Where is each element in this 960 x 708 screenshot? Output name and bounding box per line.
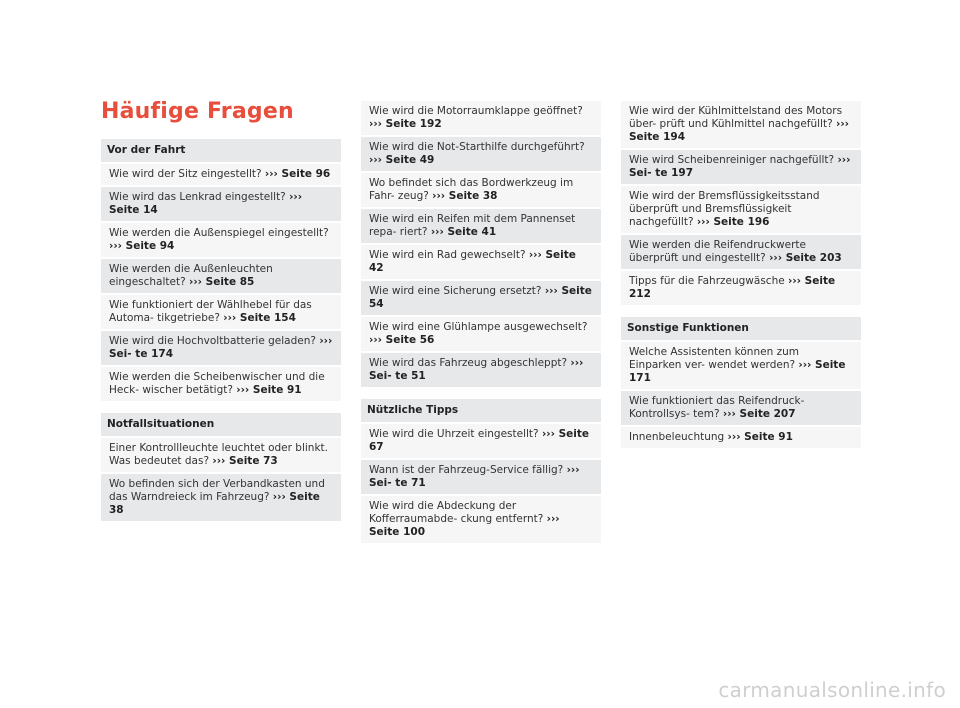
faq-question: Wann ist der Fahrzeug-Service fällig? [369, 464, 567, 476]
faq-question: Wie wird die Motorraumklappe geöffnet? [369, 105, 583, 117]
faq-item [361, 245, 601, 279]
section-heading: Sonstige Funktionen [621, 317, 861, 340]
faq-question: Wie wird Scheibenreiniger nachgefüllt? [629, 154, 838, 166]
faq-item [621, 271, 861, 305]
faq-question: Wie werden die Reifendruckwerte überprüft und eingestellt? [629, 239, 806, 264]
faq-item [621, 427, 861, 448]
faq-item [101, 187, 341, 221]
faq-item [101, 223, 341, 257]
page-reference-link[interactable]: ››› Seite 49 [369, 154, 435, 166]
faq-question: Wie wird die Uhrzeit eingestellt? [369, 428, 542, 440]
faq-item [101, 438, 341, 472]
faq-item [361, 173, 601, 207]
page-reference-link[interactable]: ››› Seite 207 [722, 408, 796, 420]
page-reference-link[interactable]: ››› Seite 56 [369, 334, 435, 346]
page-reference-link[interactable]: ››› Seite 96 [264, 168, 331, 180]
page-reference-link[interactable]: ››› Seite 42 [369, 249, 576, 274]
faq-item [621, 150, 861, 184]
section-heading: Notfallsituationen [101, 413, 341, 436]
watermark: carmanualsonline.info [718, 678, 946, 702]
page-reference-link[interactable]: ››› Seite 196 [696, 216, 770, 228]
faq-question: Wie funktioniert das Reifendruck-Kontrollsys- tem? [629, 395, 805, 420]
faq-item [101, 164, 341, 185]
faq-question: Wie werden die Scheibenwischer und die Heck- wischer betätigt? [109, 371, 325, 396]
faq-section [621, 317, 861, 448]
faq-question: Wie wird eine Sicherung ersetzt? [369, 285, 545, 297]
page-reference-link[interactable]: ››› Seite 91 [236, 384, 302, 396]
page-reference-link[interactable]: ››› Seite 38 [432, 190, 498, 202]
faq-section [361, 399, 601, 543]
faq-item [621, 186, 861, 233]
faq-item [361, 424, 601, 458]
page-reference-link[interactable]: ››› Sei- te 174 [109, 335, 333, 360]
faq-question: Einer Kontrollleuchte leuchtet oder blinkt. Was bedeutet das? [109, 442, 328, 467]
page-reference-link[interactable]: ››› Sei- te 197 [629, 154, 851, 179]
faq-question: Wo befindet sich das Bordwerkzeug im Fahr- zeug? [369, 177, 574, 202]
faq-question: Wie werden die Außenleuchten eingeschaltet? [109, 263, 273, 288]
faq-item [361, 317, 601, 351]
faq-question: Wo befinden sich der Verbandkasten und das Warndreieck im Fahrzeug? [109, 478, 325, 503]
page-reference-link[interactable]: ››› Seite 85 [189, 276, 255, 288]
faq-question: Wie wird der Kühlmittelstand des Motors über- prüft und Kühlmittel nachgefüllt? [629, 105, 843, 130]
faq-section [621, 101, 861, 305]
page-reference-link[interactable]: ››› Seite 194 [629, 118, 849, 143]
section-heading: Vor der Fahrt [101, 139, 341, 162]
faq-item [361, 209, 601, 243]
faq-item [361, 137, 601, 171]
faq-question: Wie wird ein Rad gewechselt? [369, 249, 529, 261]
faq-item [361, 496, 601, 543]
faq-item [361, 101, 601, 135]
faq-column-2 [361, 101, 601, 555]
faq-question: Wie wird ein Reifen mit dem Pannenset repa- riert? [369, 213, 576, 238]
faq-question: Wie wird eine Glühlampe ausgewechselt? [369, 321, 588, 333]
faq-question: Tipps für die Fahrzeugwäsche [629, 275, 789, 287]
page-reference-link[interactable]: ››› Seite 73 [212, 455, 278, 467]
faq-item [101, 367, 341, 401]
faq-section [101, 413, 341, 521]
faq-question: Welche Assistenten können zum Einparken ver- wendet werden? [629, 346, 799, 371]
page-title: Häufige Fragen [101, 99, 294, 124]
page-reference-link[interactable]: ››› Seite 41 [430, 226, 497, 238]
faq-question: Wie wird das Fahrzeug abgeschleppt? [369, 357, 571, 369]
faq-question: Wie werden die Außenspiegel eingestellt? [109, 227, 329, 239]
faq-question: Wie funktioniert der Wählhebel für das Automa- tikgetriebe? [109, 299, 312, 324]
page-reference-link[interactable]: ››› Seite 171 [629, 359, 846, 384]
faq-item [101, 331, 341, 365]
faq-item [101, 295, 341, 329]
faq-column-1 [101, 139, 341, 533]
faq-question: Innenbeleuchtung [629, 431, 728, 443]
faq-question: Wie wird der Bremsflüssigkeitsstand überprüft und Bremsflüssigkeit nachgefüllt? [629, 190, 820, 228]
page-reference-link[interactable]: ››› Seite 94 [109, 240, 175, 252]
faq-question: Wie wird das Lenkrad eingestellt? [109, 191, 290, 203]
page-reference-link[interactable]: ››› Seite 54 [369, 285, 592, 310]
faq-item [361, 281, 601, 315]
faq-question: Wie wird die Abdeckung der Kofferraumabde- ckung entfernt? [369, 500, 547, 525]
faq-item [101, 474, 341, 521]
page-reference-link[interactable]: ››› Seite 67 [369, 428, 590, 453]
faq-item [621, 235, 861, 269]
faq-item [621, 101, 861, 148]
page-reference-link[interactable]: ››› Seite 14 [109, 191, 303, 216]
page-reference-link[interactable]: ››› Seite 38 [109, 491, 320, 516]
faq-question: Wie wird die Hochvoltbatterie geladen? [109, 335, 320, 347]
faq-item [361, 353, 601, 387]
page-reference-link[interactable]: ››› Seite 154 [223, 312, 296, 324]
page-reference-link[interactable]: ››› Seite 203 [769, 252, 842, 264]
page-reference-link[interactable]: ››› Seite 100 [369, 513, 560, 538]
section-heading: Nützliche Tipps [361, 399, 601, 422]
faq-item [621, 342, 861, 389]
page-reference-link[interactable]: ››› Sei- te 71 [369, 464, 580, 489]
page-reference-link[interactable]: ››› Seite 192 [369, 118, 442, 130]
faq-question: Wie wird die Not-Starthilfe durchgeführt? [369, 141, 585, 153]
faq-item [621, 391, 861, 425]
page-reference-link[interactable]: ››› Sei- te 51 [369, 357, 584, 382]
faq-item [361, 460, 601, 494]
faq-question: Wie wird der Sitz eingestellt? [109, 168, 265, 180]
page-reference-link[interactable]: ››› Seite 91 [727, 431, 793, 443]
faq-section [361, 101, 601, 387]
faq-section [101, 139, 341, 401]
faq-item [101, 259, 341, 293]
page-reference-link[interactable]: ››› Seite 212 [629, 275, 836, 300]
faq-column-3 [621, 101, 861, 460]
